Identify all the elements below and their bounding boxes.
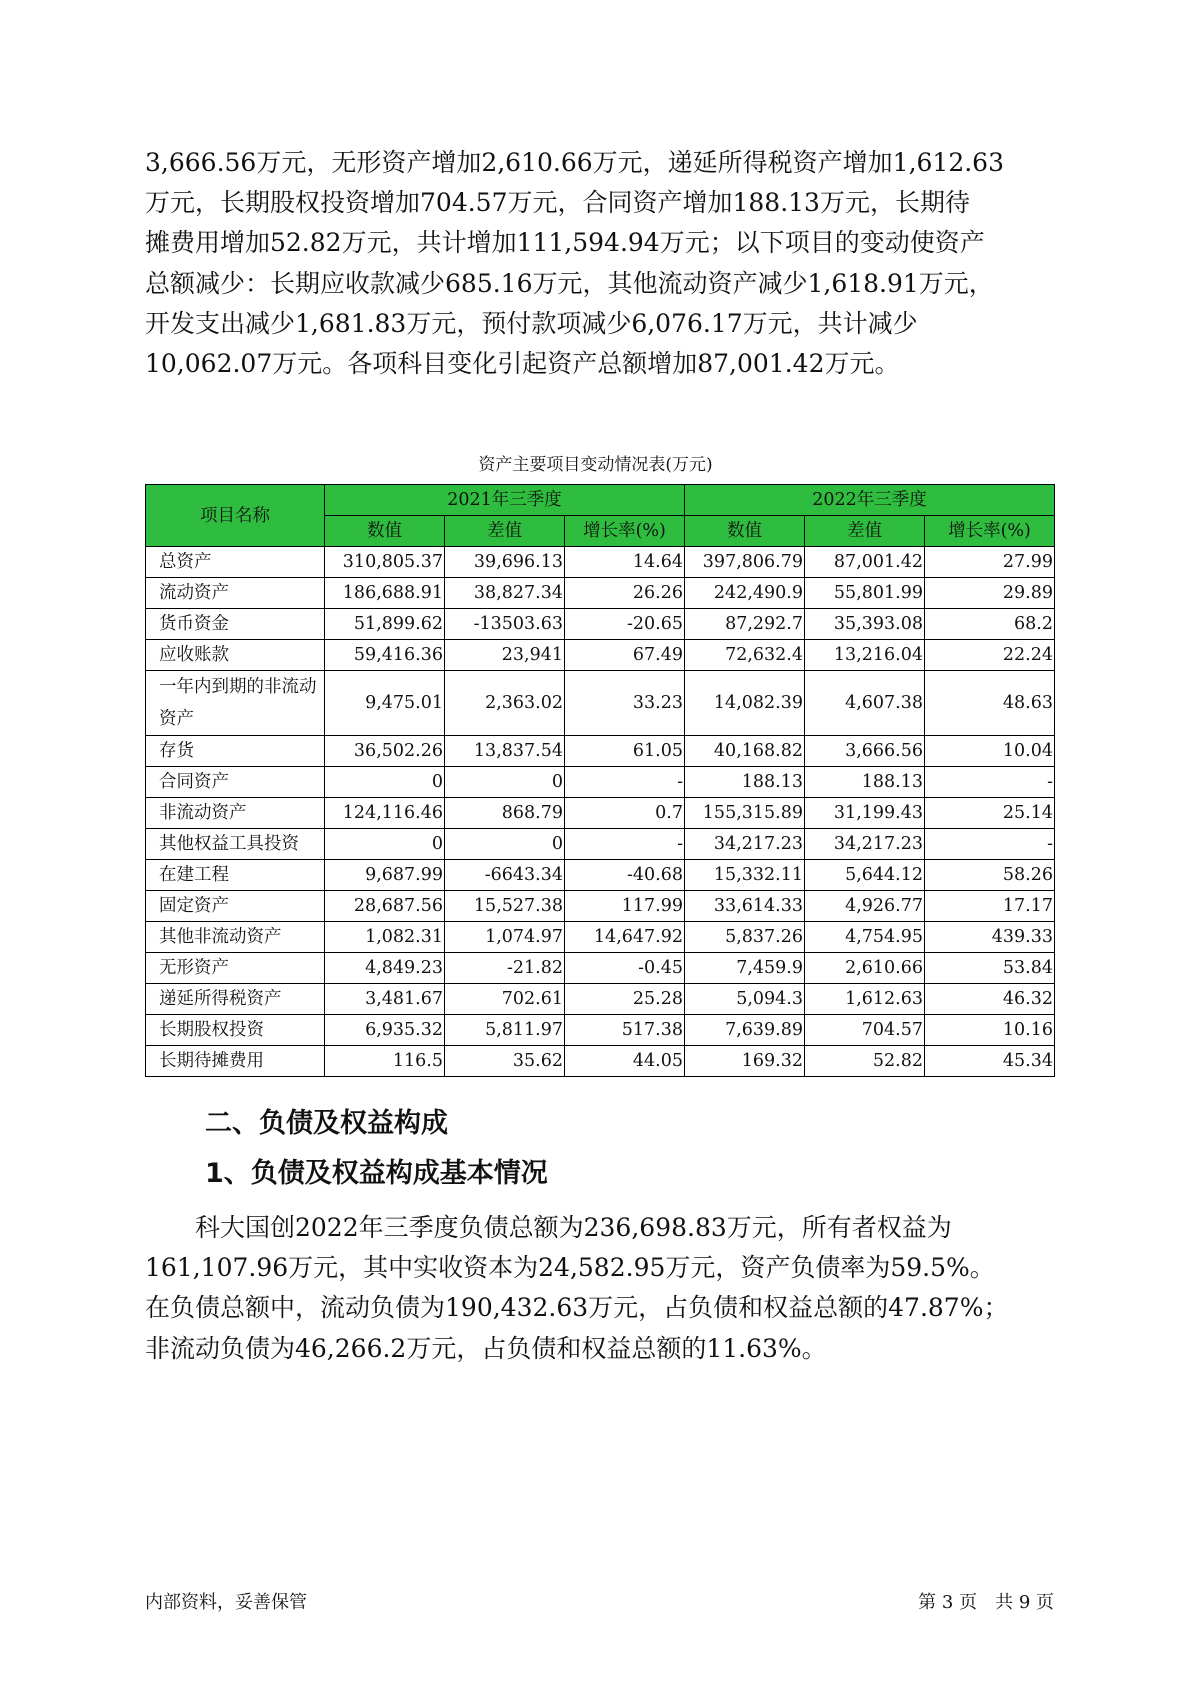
row-cell-value: 44.05 <box>565 1046 685 1077</box>
row-cell-value: 868.79 <box>445 798 565 829</box>
page-mid: 页 共 <box>959 1592 1014 1613</box>
header-growth: 增长率(%) <box>565 516 685 547</box>
row-cell-value: 25.28 <box>565 984 685 1015</box>
table-row <box>146 1046 1055 1077</box>
row-cell-value: 0 <box>325 829 445 860</box>
row-cell-value: 155,315.89 <box>685 798 805 829</box>
table-row <box>146 1015 1055 1046</box>
row-cell-value: 68.2 <box>925 609 1055 640</box>
row-cell-value: 188.13 <box>685 767 805 798</box>
row-cell-value: 33.23 <box>565 671 685 736</box>
row-cell-value: 5,837.26 <box>685 922 805 953</box>
row-cell-value: 5,644.12 <box>805 860 925 891</box>
text-line: 在负债总额中，流动负债为190,432.63万元，占负债和权益总额的47.87%； <box>145 1293 1009 1323</box>
row-cell-value: 26.26 <box>565 578 685 609</box>
table-row <box>146 671 1055 736</box>
row-cell-value: 3,481.67 <box>325 984 445 1015</box>
table-row <box>146 953 1055 984</box>
row-cell-value: 36,502.26 <box>325 736 445 767</box>
row-cell-value: - <box>565 767 685 798</box>
row-cell-value: 9,687.99 <box>325 860 445 891</box>
header-group-2022: 2022年三季度 <box>685 485 1055 516</box>
row-item-name: 长期股权投资 <box>146 1015 325 1046</box>
row-cell-value: 53.84 <box>925 953 1055 984</box>
row-cell-value: 3,666.56 <box>805 736 925 767</box>
row-cell-value: 14,082.39 <box>685 671 805 736</box>
row-item-name: 无形资产 <box>146 953 325 984</box>
page-prefix: 第 <box>918 1592 937 1613</box>
text-line: 科大国创2022年三季度负债总额为236,698.83万元，所有者权益为 <box>195 1213 952 1242</box>
row-cell-value: 22.24 <box>925 640 1055 671</box>
row-cell-value: - <box>925 767 1055 798</box>
row-cell-value: 58.26 <box>925 860 1055 891</box>
row-cell-value: 117.99 <box>565 891 685 922</box>
row-cell-value: 5,811.97 <box>445 1015 565 1046</box>
row-item-name: 流动资产 <box>146 578 325 609</box>
row-item-name: 非流动资产 <box>146 798 325 829</box>
row-cell-value: 0 <box>445 767 565 798</box>
text-line: 10,062.07万元。各项科目变化引起资产总额增加87,001.42万元。 <box>145 349 900 379</box>
row-cell-value: 72,632.4 <box>685 640 805 671</box>
table-row <box>146 922 1055 953</box>
row-cell-value: 310,805.37 <box>325 547 445 578</box>
text-line: 3,666.56万元，无形资产增加2,610.66万元，递延所得税资产增加1,612.63 <box>145 148 1004 177</box>
row-cell-value: 29.89 <box>925 578 1055 609</box>
row-cell-value: 242,490.9 <box>685 578 805 609</box>
text-line: 摊费用增加52.82万元，共计增加111,594.94万元；以下项目的变动使资产 <box>145 228 985 258</box>
row-item-name: 在建工程 <box>146 860 325 891</box>
row-item-name: 总资产 <box>146 547 325 578</box>
row-cell-value: -21.82 <box>445 953 565 984</box>
row-cell-value: 1,074.97 <box>445 922 565 953</box>
row-cell-value: -6643.34 <box>445 860 565 891</box>
table-row <box>146 767 1055 798</box>
row-cell-value: 15,332.11 <box>685 860 805 891</box>
row-cell-value: 2,610.66 <box>805 953 925 984</box>
row-cell-value: 169.32 <box>685 1046 805 1077</box>
row-cell-value: 4,849.23 <box>325 953 445 984</box>
row-cell-value: 0.7 <box>565 798 685 829</box>
row-cell-value: 39,696.13 <box>445 547 565 578</box>
row-cell-value: 116.5 <box>325 1046 445 1077</box>
table-row <box>146 829 1055 860</box>
table-row <box>146 860 1055 891</box>
row-item-name: 其他非流动资产 <box>146 922 325 953</box>
row-item-name: 合同资产 <box>146 767 325 798</box>
row-cell-value: 13,837.54 <box>445 736 565 767</box>
intro-paragraph <box>145 143 1055 384</box>
row-cell-value: 25.14 <box>925 798 1055 829</box>
row-cell-value: 14.64 <box>565 547 685 578</box>
row-item-name: 存货 <box>146 736 325 767</box>
row-cell-value: 4,607.38 <box>805 671 925 736</box>
row-cell-value: 186,688.91 <box>325 578 445 609</box>
section-subheading: 1、负债及权益构成基本情况 <box>205 1158 548 1189</box>
row-item-name: 递延所得税资产 <box>146 984 325 1015</box>
row-cell-value: 48.63 <box>925 671 1055 736</box>
row-item-name: 应收账款 <box>146 640 325 671</box>
row-cell-value: 27.99 <box>925 547 1055 578</box>
row-cell-value: 702.61 <box>445 984 565 1015</box>
row-cell-value: 2,363.02 <box>445 671 565 736</box>
row-cell-value: 14,647.92 <box>565 922 685 953</box>
row-item-name: 固定资产 <box>146 891 325 922</box>
row-cell-value: 4,926.77 <box>805 891 925 922</box>
section-heading: 二、负债及权益构成 <box>205 1108 448 1139</box>
row-cell-value: 13,216.04 <box>805 640 925 671</box>
row-cell-value: 7,459.9 <box>685 953 805 984</box>
header-diff: 差值 <box>445 516 565 547</box>
row-cell-value: 33,614.33 <box>685 891 805 922</box>
text-line: 非流动负债为46,266.2万元，占负债和权益总额的11.63%。 <box>145 1333 827 1363</box>
row-cell-value: 4,754.95 <box>805 922 925 953</box>
row-cell-value: 10.16 <box>925 1015 1055 1046</box>
row-cell-value: -0.45 <box>565 953 685 984</box>
row-cell-value: 52.82 <box>805 1046 925 1077</box>
header-item-name: 项目名称 <box>146 485 325 547</box>
row-cell-value: 35,393.08 <box>805 609 925 640</box>
page-current: 3 <box>941 1592 954 1613</box>
row-cell-value: 45.34 <box>925 1046 1055 1077</box>
row-cell-value: 38,827.34 <box>445 578 565 609</box>
table-row <box>146 547 1055 578</box>
table-caption: 资产主要项目变动情况表(万元) <box>478 455 713 475</box>
row-cell-value: - <box>925 829 1055 860</box>
asset-change-table <box>145 484 1055 1077</box>
row-cell-value: 35.62 <box>445 1046 565 1077</box>
table-row <box>146 891 1055 922</box>
header-growth: 增长率(%) <box>925 516 1055 547</box>
row-cell-value: 31,199.43 <box>805 798 925 829</box>
row-item-name: 货币资金 <box>146 609 325 640</box>
row-cell-value: 188.13 <box>805 767 925 798</box>
row-cell-value: 10.04 <box>925 736 1055 767</box>
row-cell-value: 7,639.89 <box>685 1015 805 1046</box>
row-cell-value: 55,801.99 <box>805 578 925 609</box>
header-value: 数值 <box>685 516 805 547</box>
row-cell-value: 34,217.23 <box>805 829 925 860</box>
row-cell-value: 46.32 <box>925 984 1055 1015</box>
text-line: 总额减少：长期应收款减少685.16万元，其他流动资产减少1,618.91万元， <box>145 268 994 298</box>
row-item-name: 其他权益工具投资 <box>146 829 325 860</box>
row-cell-value: 517.38 <box>565 1015 685 1046</box>
footer-page-number <box>918 1588 1054 1614</box>
row-cell-value: 439.33 <box>925 922 1055 953</box>
row-cell-value: 0 <box>445 829 565 860</box>
liability-paragraph <box>145 1208 1055 1369</box>
row-cell-value: 34,217.23 <box>685 829 805 860</box>
page-suffix: 页 <box>1036 1592 1054 1613</box>
row-cell-value: 23,941 <box>445 640 565 671</box>
header-group-2021: 2021年三季度 <box>325 485 685 516</box>
table-row <box>146 798 1055 829</box>
text-line: 161,107.96万元，其中实收资本为24,582.95万元，资产负债率为59.5%。 <box>145 1253 995 1283</box>
header-diff: 差值 <box>805 516 925 547</box>
row-cell-value: -40.68 <box>565 860 685 891</box>
row-cell-value: 397,806.79 <box>685 547 805 578</box>
row-cell-value: 15,527.38 <box>445 891 565 922</box>
row-cell-value: -13503.63 <box>445 609 565 640</box>
row-cell-value: 17.17 <box>925 891 1055 922</box>
row-cell-value: 5,094.3 <box>685 984 805 1015</box>
table-row <box>146 984 1055 1015</box>
table-body <box>146 547 1055 1077</box>
text-line: 开发支出减少1,681.83万元，预付款项减少6,076.17万元，共计减少 <box>145 308 918 338</box>
row-item-name: 一年内到期的非流动资产 <box>146 671 325 736</box>
table-row <box>146 609 1055 640</box>
table-row <box>146 736 1055 767</box>
row-cell-value: 59,416.36 <box>325 640 445 671</box>
row-cell-value: - <box>565 829 685 860</box>
footer-confidential: 内部资料，妥善保管 <box>145 1592 307 1613</box>
table-row <box>146 640 1055 671</box>
text-line: 万元，长期股权投资增加704.57万元，合同资产增加188.13万元，长期待 <box>145 188 970 218</box>
row-cell-value: 1,082.31 <box>325 922 445 953</box>
row-cell-value: 87,292.7 <box>685 609 805 640</box>
row-cell-value: 9,475.01 <box>325 671 445 736</box>
row-cell-value: 67.49 <box>565 640 685 671</box>
row-cell-value: -20.65 <box>565 609 685 640</box>
table-row <box>146 578 1055 609</box>
page-total: 9 <box>1018 1592 1031 1613</box>
row-cell-value: 87,001.42 <box>805 547 925 578</box>
header-value: 数值 <box>325 516 445 547</box>
row-cell-value: 28,687.56 <box>325 891 445 922</box>
row-cell-value: 1,612.63 <box>805 984 925 1015</box>
row-cell-value: 51,899.62 <box>325 609 445 640</box>
row-cell-value: 124,116.46 <box>325 798 445 829</box>
row-item-name: 长期待摊费用 <box>146 1046 325 1077</box>
row-cell-value: 0 <box>325 767 445 798</box>
row-cell-value: 40,168.82 <box>685 736 805 767</box>
row-cell-value: 6,935.32 <box>325 1015 445 1046</box>
row-cell-value: 61.05 <box>565 736 685 767</box>
row-cell-value: 704.57 <box>805 1015 925 1046</box>
